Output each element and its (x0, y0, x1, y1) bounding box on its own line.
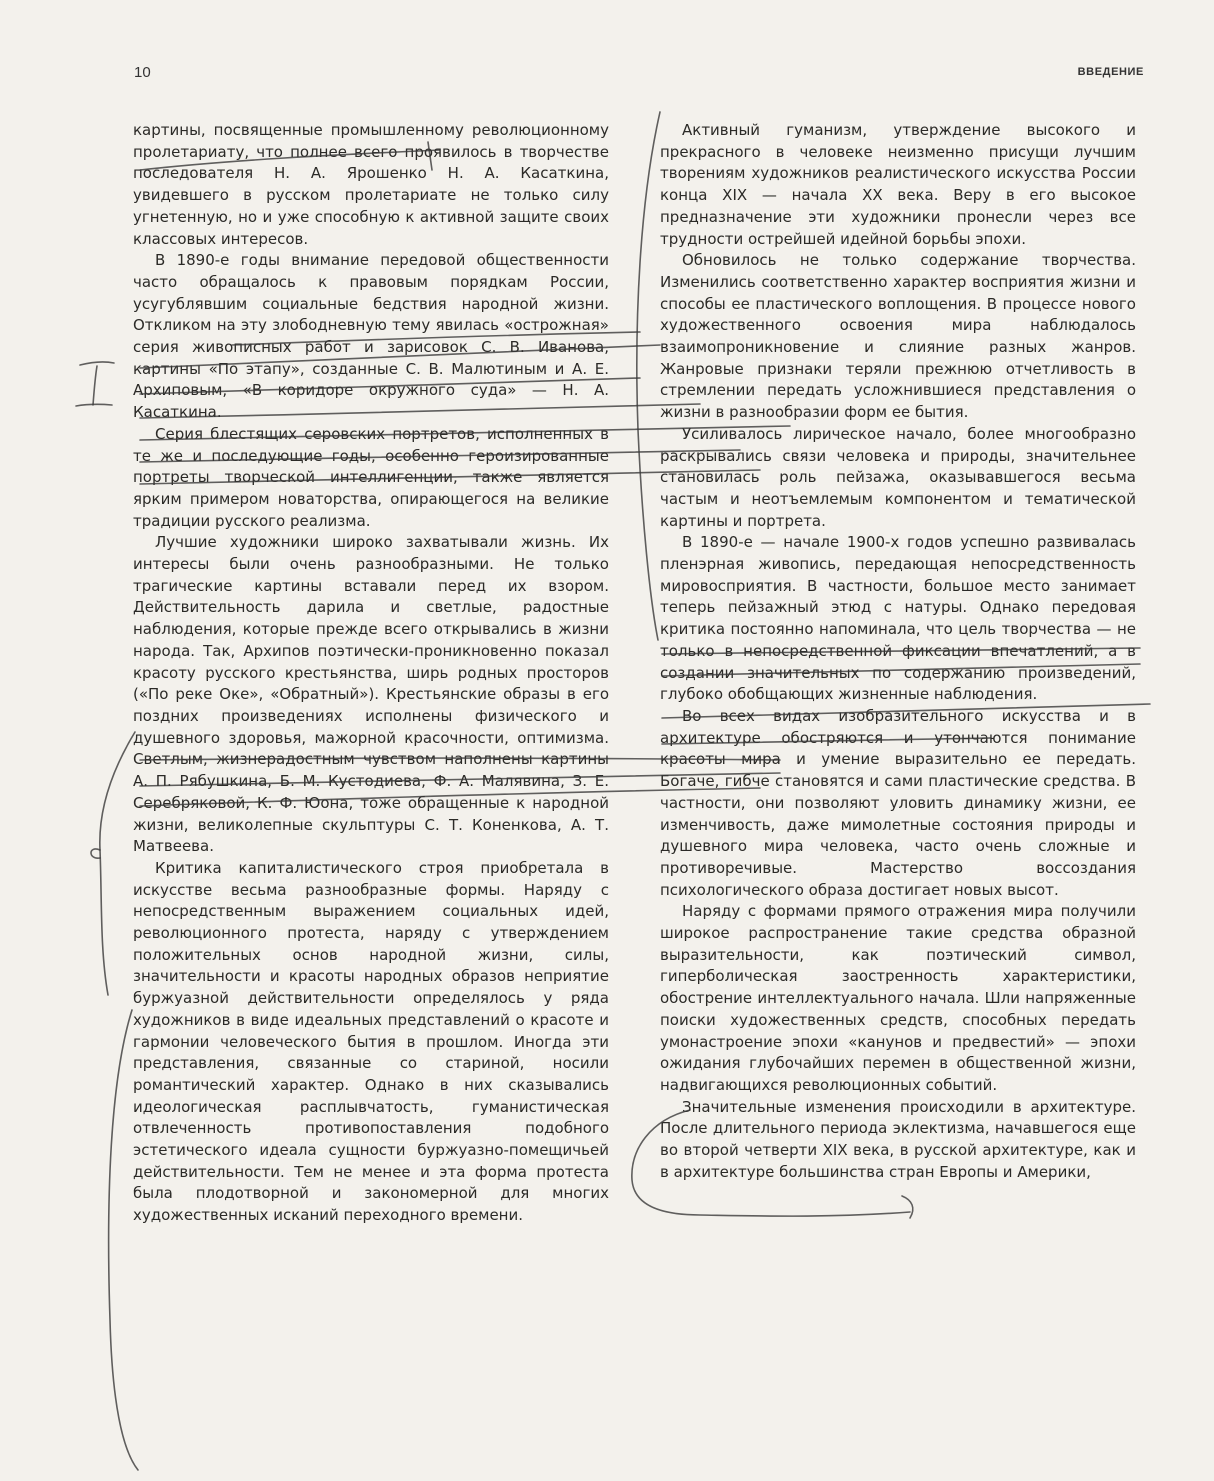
pencil-loop (91, 849, 100, 858)
pencil-bracket (902, 1196, 913, 1218)
pencil-bracket (637, 112, 660, 640)
left-text-column (133, 120, 609, 1227)
paragraph-right-2: Обновилось не только содержание творчества. Изменились соответственно характер восприятия жизни и способы ее пластического воплощения. В процессе нового художественного освоения мира наблюдалось взаимопроникновение и слияние разных жанров. Жанровые признаки теряли прежнюю отчетливость в стремлении передать усложнившиеся представления о жизни в разнообразии форм ее бытия. (660, 251, 1136, 422)
paragraph-right-5: Во всех видах изобразительного искусства и в архитектуре обостряются и утончаются понимание красоты мира и умение выразительно ее передать. Богаче, гибче становятся и сами пластические средства. В частности, они позволяют уловить динамику жизни, ее изменчивость, даже мимолетные состояния природы и душевного мира человека, часто очень сложные и противоречивые. Мастерство воссоздания психологического образа достигает новых высот. (660, 706, 1136, 899)
paragraph-right-1: Активный гуманизм, утверждение высокого и прекрасного в человеке неизменно присущи лучшим творениям художников реалистического искусства России конца XIX — начала XX века. Веру в его высокое предназначение эти художники пронесли через все трудности острейшей идейной борьбы эпохи. (660, 121, 1136, 248)
paragraph-left-2: В 1890-е годы внимание передовой общественности часто обращалось к правовым порядкам России, усугублявшим социальные бедствия народной жизни. Откликом на эту злободневную тему явилась «острожная» серия живописных работ и зарисовок С. В. Иванова, картины «По этапу», созданные С. В. Малютиным и А. Е. Архиповым, «В коридоре окружного суда» — Н. А. Касаткина. (133, 251, 609, 422)
paragraph-left-1: картины, посвященные промышленному революционному пролетариату, что полнее всего проявилось в творчестве последователя Н. А. Ярошенко Н. А. Касаткина, увидевшего в русском пролетариате не только силу угнетенную, но и уже способную к активной защите своих классовых интересов. (133, 121, 609, 248)
paragraph-left-3: Серия блестящих серовских портретов, исполненных в те же и последующие годы, особенно героизированные портреты творческой интеллигенции, также является ярким примером новаторства, опирающегося на великие традиции русского реализма. (133, 424, 609, 530)
pencil-bracket (100, 732, 135, 995)
paragraph-left-5: Критика капиталистического строя приобретала в искусстве весьма разнообразные формы. Наряду с непосредственным выражением социальных идей, революционного протеста, наряду с утверждением положительных основ народной жизни, силы, значительности и красоты народных образов неприятие буржуазной действительности определялось у ряда художников в виде идеальных представлений о красоте и гармонии человеческого бытия в прошлом. Иногда эти представления, связанные со стариной, носили романтический характер. Однако в них сказывались идеологическая расплывчатость, гуманистическая отвлеченность противопоставления подобного эстетического идеала сущности буржуазно-помещичьей действительности. Тем не менее и эта форма протеста была плодотворной и закономерной для многих художественных исканий переходного времени. (133, 858, 609, 1225)
paragraph-right-4: В 1890-е — начале 1900-х годов успешно развивалась пленэрная живопись, передающая непосредственность мировосприятия. В частности, большое место занимает теперь пейзажный этюд с натуры. Однако передовая критика постоянно напоминала, что цель творчества — не только в непосредственной фиксации впечатлений, а в создании значительных по содержанию произведений, глубоко обобщающих жизненные наблюдения. (660, 533, 1136, 704)
page-number: 10 (134, 64, 151, 81)
paragraph-right-3: Усиливалось лирическое начало, более многообразно раскрывались связи человека и природы, значительнее становилась роль пейзажа, оказывавшегося весьма частым и неотъемлемым компонентом и тематической картины и портрета. (660, 424, 1136, 530)
paragraph-right-6: Наряду с формами прямого отражения мира получили широкое распространение такие средства образной выразительности, как поэтический символ, гиперболическая заостренность характеристики, обострение интеллектуального начала. Шли напряженные поиски художественных средств, способных передать умонастроение эпохи «канунов и предвестий» — эпохи ожидания глубочайших перемен в общественной жизни, надвигающихся революционных событий. (660, 902, 1136, 1094)
running-head (134, 64, 1144, 84)
paragraph-right-7: Значительные изменения происходили в архитектуре. После длительного периода эклектизма, начавшегося еще во второй четверти XIX века, в русской архитектуре, как и в архитектуре большинства стран Европы и Америки, (660, 1097, 1136, 1181)
right-text-column (660, 120, 1136, 1183)
paragraph-left-4: Лучшие художники широко захватывали жизнь. Их интересы были очень разнообразными. Не только трагические картины вставали перед их взором. Действительность дарила и светлые, радостные наблюдения, которые прежде всего открывались в жизни народа. Так, Архипов поэтически-проникновенно показал красоту русского крестьянства, ширь родных просторов («По реке Оке», «Обратный»). Крестьянские образы в его поздних произведениях исполнены физического и душевного здоровья, мажорной красочности, оптимизма. Светлым, жизнерадостным чувством наполнены картины А. П. Рябушкина, Б. М. Кустодиева, Ф. А. Малявина, З. Е. Серебряковой, К. Ф. Юона, тоже обращенные к народной жизни, великолепные скульптуры С. Т. Коненкова, А. Т. Матвеева. (133, 533, 609, 856)
margin-note-mark (76, 362, 114, 406)
section-title: ВВЕДЕНИЕ (1077, 66, 1144, 78)
